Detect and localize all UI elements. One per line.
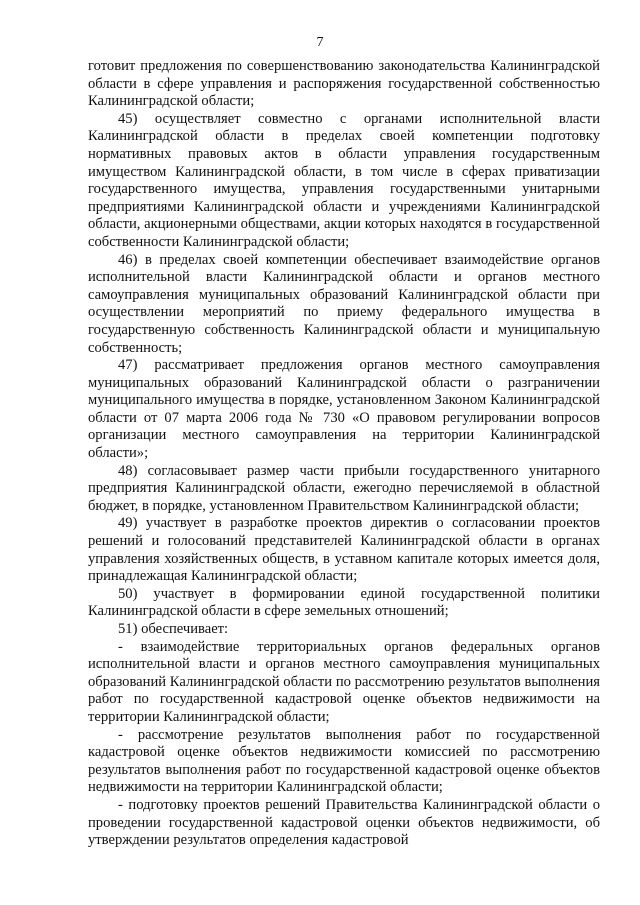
paragraph-item-46: 46) в пределах своей компетенции обеспечивает взаимодействие органов исполнительной власти Калининградской области и органов местного самоуправления муниципальных образований Калининградской области при осуществлении мероприятий по приему федерального имущества в государственную собственность Калининградской области и муниципальную собственность; bbox=[88, 251, 600, 356]
paragraph-item-51-dash-3: - подготовку проектов решений Правительства Калининградской области о проведении государственной кадастровой оценки объектов недвижимости, об утверждении результатов определения кадастровой bbox=[88, 796, 600, 849]
page-number: 7 bbox=[316, 35, 324, 50]
paragraph-item-47: 47) рассматривает предложения органов местного самоуправления муниципальных образований Калининградской области о разграничении муниципального имущества в порядке, установленном Законом Калининградской области от 07 марта 2006 года № 730 «О правовом регулировании вопросов организации местного самоуправления на территории Калининградской области»; bbox=[88, 357, 600, 462]
paragraph-item-51: 51) обеспечивает: bbox=[118, 621, 229, 637]
paragraph-item-45: 45) осуществляет совместно с органами исполнительной власти Калининградской области в пределах своей компетенции подготовку нормативных правовых актов в области управления государственным имуществом Калининградской области, в том числе в сферах приватизации государственного имущества, управления государственными унитарными предприятиями Калининградской области и учреждениями Калининградской области, акционерными обществами, акции которых находятся в государственной собственности Калининградской области; bbox=[88, 110, 600, 250]
paragraph-item-51-dash-1: - взаимодействие территориальных органов федеральных органов исполнительной власти и органов местного самоуправления муниципальных образований Калининградской области по рассмотрению результатов выполнения работ по государственной кадастровой оценке объектов недвижимости на территории Калининградской области; bbox=[88, 638, 600, 725]
paragraph-item-48: 48) согласовывает размер части прибыли государственного унитарного предприятия Калининградской области, ежегодно перечисляемой в областной бюджет, в порядке, установленном Правительством Калининградской области; bbox=[88, 462, 600, 514]
paragraph-item-50: 50) участвует в формировании единой государственной политики Калининградской области в сфере земельных отношений; bbox=[88, 585, 600, 620]
paragraph-item-49: 49) участвует в разработке проектов директив о согласовании проектов решений и голосований представителей Калининградской области в органах управления хозяйственных обществ, в уставном капитале которых имеется доля, принадлежащая Калининградской области; bbox=[88, 515, 600, 585]
paragraph-item-51-dash-2: - рассмотрение результатов выполнения работ по государственной кадастровой оценке объектов недвижимости комиссией по рассмотрению результатов выполнения работ по государственной кадастровой оценке объектов недвижимости на территории Калининградской области; bbox=[88, 726, 600, 796]
document-body bbox=[88, 58, 600, 850]
paragraph-continuation: готовит предложения по совершенствованию законодательства Калининградской области в сфере управления и распоряжения государственной собственностью Калининградской области; bbox=[88, 58, 600, 110]
